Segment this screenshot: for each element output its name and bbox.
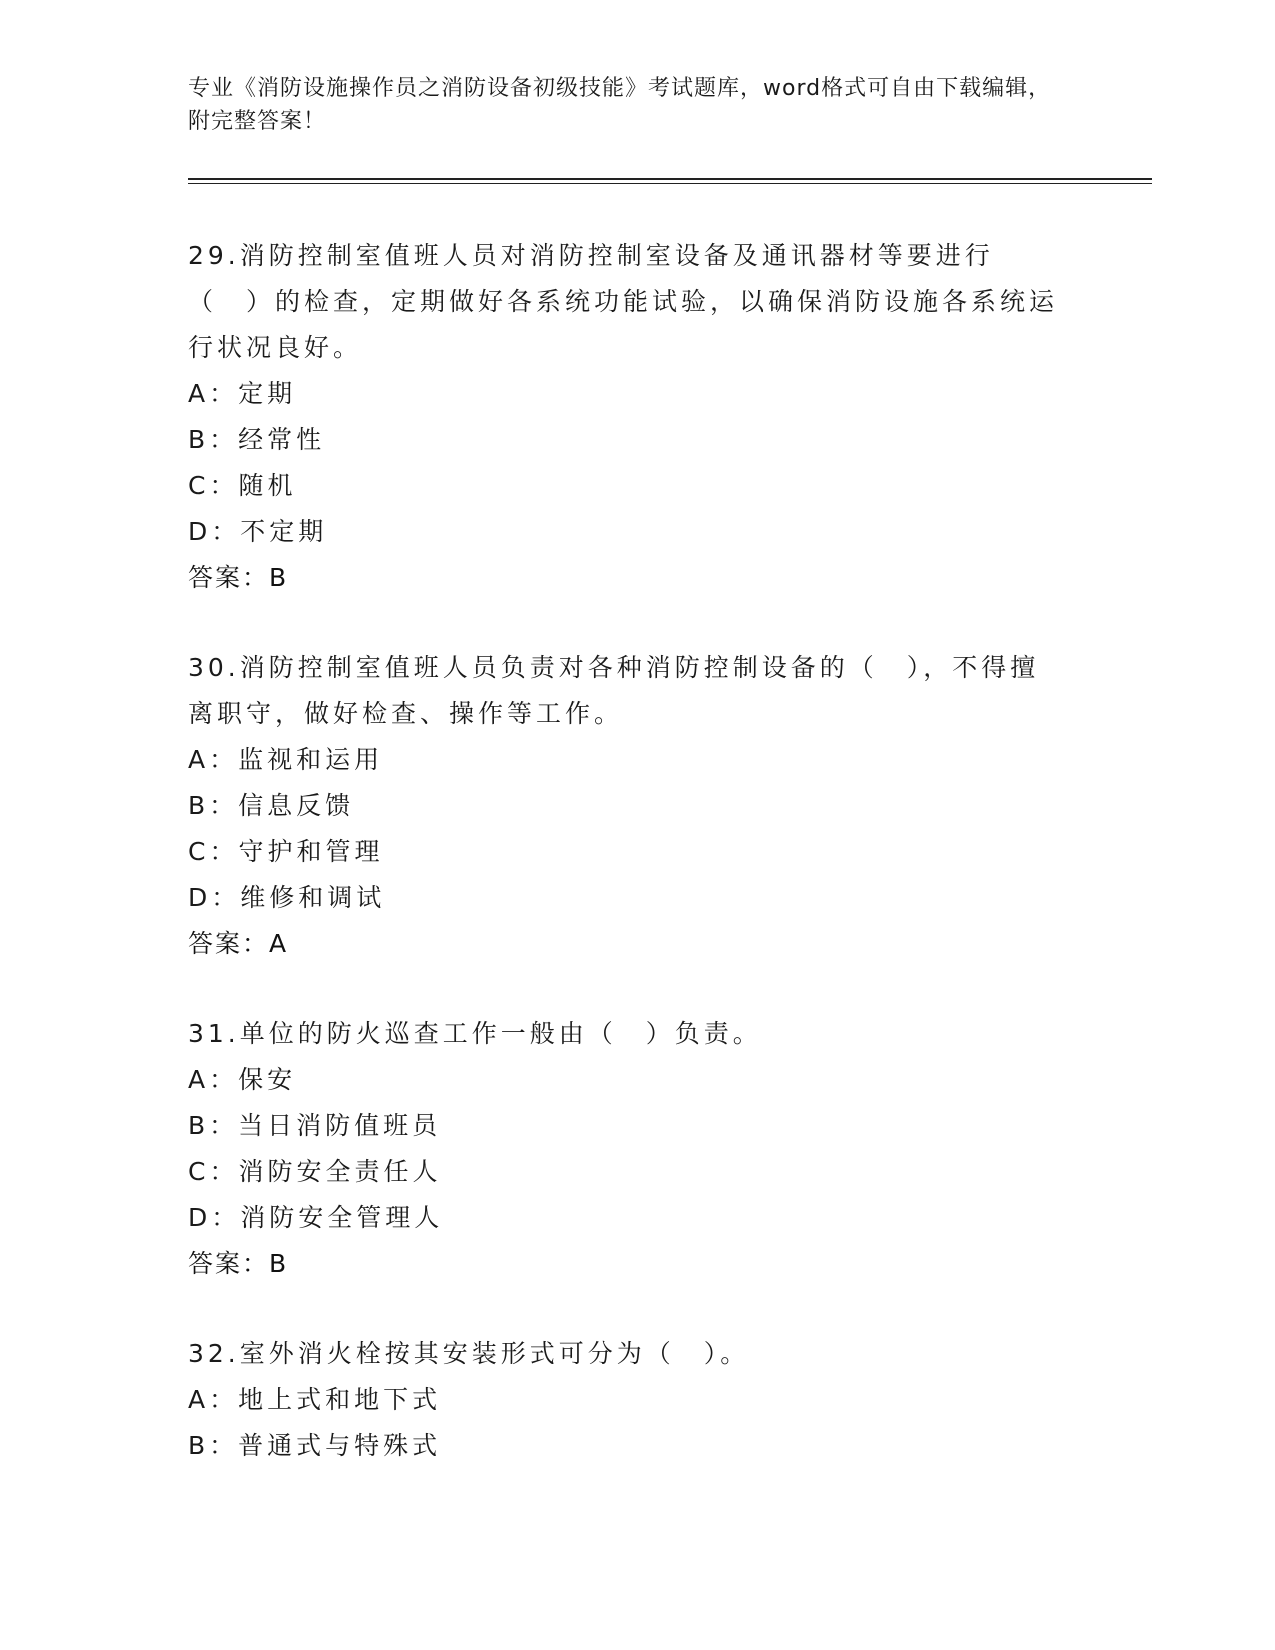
option-b: B：信息反馈 (188, 791, 355, 820)
question-stem: 29.消防控制室值班人员对消防控制室设备及通讯器材等要进行（ ）的检查，定期做好各系统功能试验，以确保消防设施各系统运行状况良好。 (188, 241, 1059, 362)
question-30 (188, 645, 1088, 967)
option-a: A：保安 (188, 1065, 297, 1094)
option-d: D：维修和调试 (188, 883, 386, 912)
option-b: B：普通式与特殊式 (188, 1431, 442, 1460)
question-stem: 30.消防控制室值班人员负责对各种消防控制设备的（ ），不得擅离职守，做好检查、操作等工作。 (188, 653, 1040, 728)
option-a: A：定期 (188, 379, 297, 408)
header-divider (188, 178, 1152, 180)
option-a: A：监视和运用 (188, 745, 384, 774)
option-d: D：消防安全管理人 (188, 1203, 444, 1232)
option-c: C：消防安全责任人 (188, 1157, 442, 1186)
option-c: C：随机 (188, 471, 297, 500)
answer-text: 答案：B (188, 563, 289, 592)
header-text: 专业《消防设施操作员之消防设备初级技能》考试题库，word格式可自由下载编辑，附完整答案！ (188, 76, 1052, 134)
option-a: A：地上式和地下式 (188, 1385, 442, 1414)
question-29 (188, 233, 1088, 601)
question-stem: 32.室外消火栓按其安装形式可分为（ ）。 (188, 1339, 750, 1368)
question-32 (188, 1331, 1088, 1469)
answer-text: 答案：B (188, 1249, 289, 1278)
option-c: C：守护和管理 (188, 837, 384, 866)
question-list (188, 233, 1088, 1513)
document-header (188, 72, 1068, 138)
option-b: B：经常性 (188, 425, 326, 454)
question-31 (188, 1011, 1088, 1287)
header-divider-thin (188, 183, 1152, 184)
question-stem: 31.单位的防火巡查工作一般由（ ）负责。 (188, 1019, 762, 1048)
answer-text: 答案：A (188, 929, 289, 958)
option-b: B：当日消防值班员 (188, 1111, 442, 1140)
option-d: D：不定期 (188, 517, 328, 546)
